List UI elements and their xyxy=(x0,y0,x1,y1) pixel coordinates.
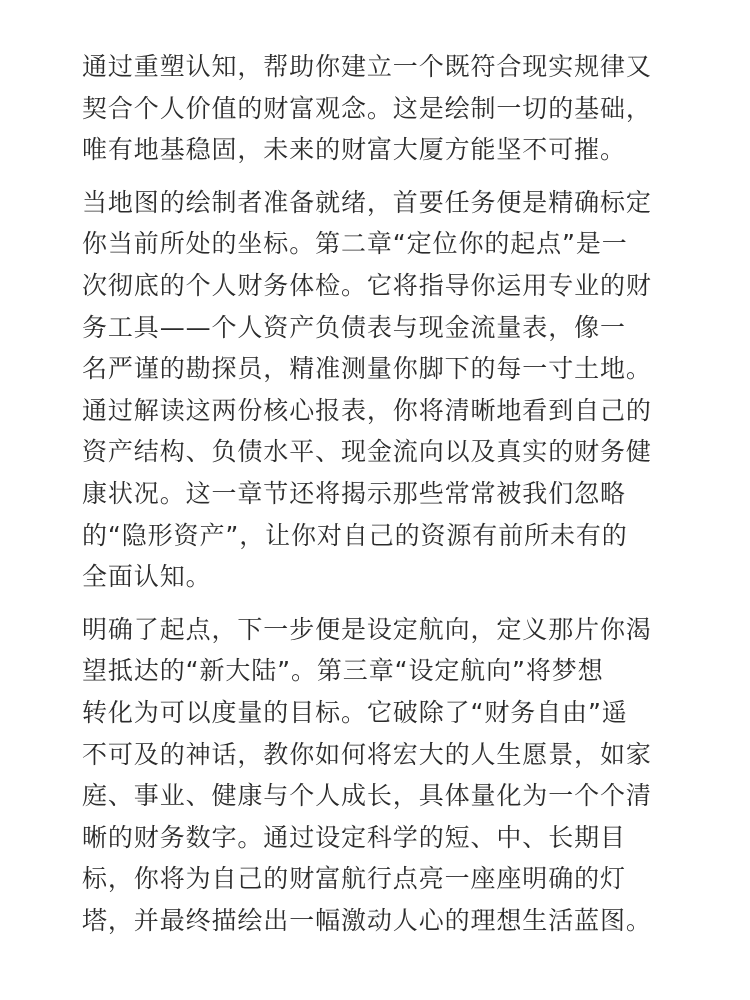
text-line: 通过解读这两份核心报表，你将清晰地看到自己的 xyxy=(82,395,652,425)
text-line: 契合个人价值的财富观念。这是绘制一切的基础， xyxy=(82,93,652,123)
text-line: 通过重塑认知，帮助你建立一个既符合现实规律又 xyxy=(82,52,652,81)
text-line: 晰的财务数字。通过设定科学的短、中、长期目 xyxy=(82,822,626,852)
text-line: 名严谨的勘探员，精准测量你脚下的每一寸土地。 xyxy=(82,354,652,384)
paragraph-chapter-three xyxy=(82,609,682,942)
text-line: 标，你将为自己的财富航行点亮一座座明确的灯 xyxy=(82,864,626,894)
text-line: 务工具——个人资产负债表与现金流量表，像一 xyxy=(82,312,626,342)
text-line: 明确了起点，下一步便是设定航向，定义那片你渴 xyxy=(82,614,652,644)
text-line: 唯有地基稳固，未来的财富大厦方能坚不可摧。 xyxy=(82,135,626,165)
text-line: 资产结构、负债水平、现金流向以及真实的财务健 xyxy=(82,437,652,467)
paragraph-reshape-cognition xyxy=(82,46,682,171)
text-line: 望抵达的“新大陆”。第三章“设定航向”将梦想 xyxy=(82,656,604,686)
text-line: 的“隐形资产”，让你对自己的资源有前所未有的 xyxy=(82,520,628,550)
text-line: 当地图的绘制者准备就绪，首要任务便是精确标定 xyxy=(82,187,652,217)
paragraph-chapter-two xyxy=(82,182,682,598)
text-line: 次彻底的个人财务体检。它将指导你运用专业的财 xyxy=(82,270,652,300)
text-line: 塔，并最终描绘出一幅激动人心的理想生活蓝图。 xyxy=(82,905,652,935)
text-line: 庭、事业、健康与个人成长，具体量化为一个个清 xyxy=(82,781,652,811)
text-line: 转化为可以度量的目标。它破除了“财务自由”遥 xyxy=(82,697,628,727)
text-line: 你当前所处的坐标。第二章“定位你的起点”是一 xyxy=(82,229,628,259)
document-body xyxy=(82,46,682,941)
text-line: 康状况。这一章节还将揭示那些常常被我们忽略 xyxy=(82,478,626,508)
text-line: 全面认知。 xyxy=(82,562,212,592)
text-line: 不可及的神话，教你如何将宏大的人生愿景，如家 xyxy=(82,739,652,769)
